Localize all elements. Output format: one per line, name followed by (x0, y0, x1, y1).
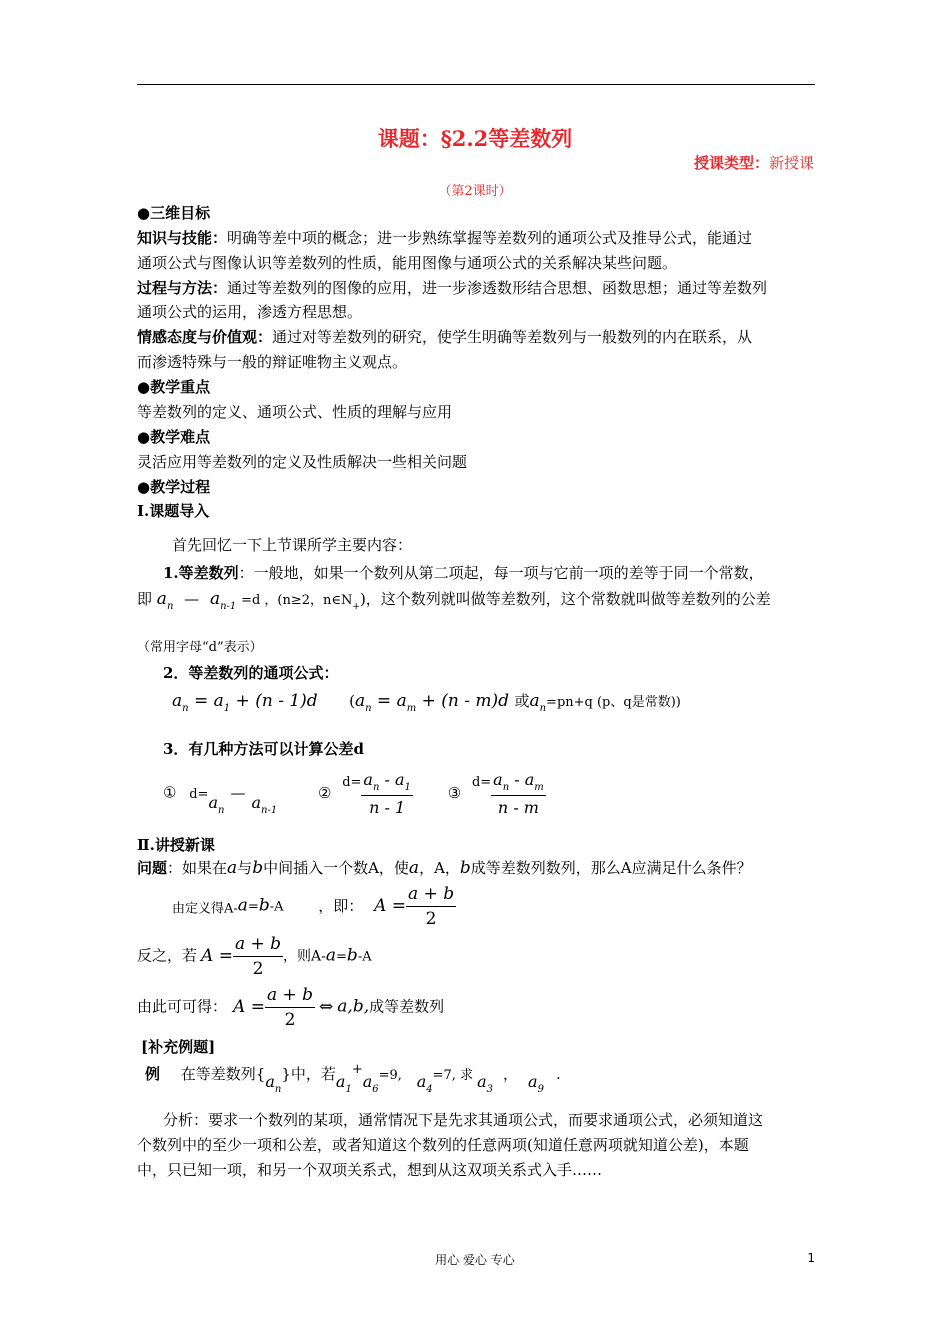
section-2-heading: Ⅱ.讲授新课 (137, 836, 215, 854)
definition-cond: =d ，(n≥2，n∈N (241, 593, 353, 608)
example-label: 例 (145, 1065, 161, 1083)
conversely-line: 反之，若 A = $\frac{a + b}{2}$ ，则A-a=b-A (137, 934, 372, 979)
question-a: ：如果在 (167, 859, 228, 877)
formula-main: $a_n = a_1 + (n - 1)d$ (172, 691, 318, 714)
hence-line: 由此可可得： A = $\frac{a + b}{2}$ ⇔ a,b,成等差数列 (137, 985, 445, 1030)
method-1-an: $a_n$ (208, 792, 225, 816)
example-b: }中，若 (281, 1065, 336, 1083)
ji-text: 即 (137, 590, 153, 608)
definition-line-1 (163, 562, 764, 583)
page-title: 课题：§2.2等差数列 (377, 126, 573, 151)
method-3-d: d= (471, 774, 492, 790)
example-line: 例 在等差数列$\{a_n\}$中，若$a_1+a_6=9$, $a_4=7$, 求 $a_3$， $a_9$. (145, 1062, 561, 1095)
example-e: ， (503, 1065, 519, 1083)
example-f: . (555, 1065, 561, 1083)
analysis-line-3: 中，只已知一项，和另一个双项关系式，想到从这双项关系式入手…… (137, 1161, 603, 1179)
example-d: =7, 求 (432, 1068, 474, 1083)
method-3-fraction: $\frac{a_n - a_m}{n - m}$ (493, 770, 544, 817)
method-1-label: ① (163, 783, 177, 802)
difficult-text: 灵活应用等差数列的定义及性质解决一些相关问题 (137, 453, 468, 471)
analysis-line-1: 分析：要求一个数列的某项，通常情况下是先求其通项公式，而要求通项公式，必须知道这 (163, 1111, 764, 1129)
question-d: ，A， (419, 859, 460, 877)
hence-text: 由此可可得： (137, 997, 228, 1016)
general-formula: $a_n = a_1 + (n - 1)d$ ($a_n = a_m + (n - m)d$ 或$a_n=pn+q$ (p、q是常数)) (172, 691, 681, 714)
attitude-text: 通过对等差数列的研究，使学生明确等差数列与一般数列的内在联系，从 (272, 328, 753, 346)
definition-line-2: 即 $a_n$ — $a_{n-1} =d$ ，(n≥2，$n\in N_+$)，这个数列就叫做等差数列，这个常数就叫做等差数列的公差 (137, 589, 771, 612)
method-2-fraction: $\frac{a_n - a_1}{n - 1}$ (363, 770, 411, 817)
process-line-2: 通项公式的运用，渗透方程思想。 (137, 303, 363, 321)
process-text: 通过等差数列的图像的应用，进一步渗透数形结合思想、函数思想；通过等差数列 (227, 279, 768, 297)
process-heading: ●教学过程 (137, 478, 211, 496)
knowledge-text: 明确等差中项的概念；进一步熟练掌握等差数列的通项公式及推导公式，能通过 (227, 229, 753, 247)
knowledge-line-2: 通项公式与图像认识等差数列的性质，能用图像与通项公式的关系解决某些问题。 (137, 254, 678, 272)
goals-heading: ●三维目标 (137, 204, 211, 222)
example-c: =9, (378, 1068, 402, 1083)
definition-tail: )，这个数列就叫做等差数列，这个常数就叫做等差数列的公差 (359, 590, 771, 608)
key-text: 等差数列的定义、通项公式、性质的理解与应用 (137, 403, 453, 421)
a-plus-b-over-2: $\frac{a + b}{2}$ (408, 884, 455, 929)
then-text: ，则A- (283, 948, 326, 965)
analysis-line-2: 个数列中的至少一项和公差，或者知道这个数列的任意两项(知道任意两项就知道公差)，本题 (137, 1136, 749, 1154)
ie-text: ，即： (318, 896, 364, 915)
by-definition-line: 由定义得A-a=b-A ，即： A = $\frac{a + b}{2}$ (172, 884, 455, 929)
methods-row: ① $d=a_n—$ $a_{n-1}$ ② d= $\frac{a_n - a_1}{n - 1}$ ③ d= $\frac{a_n - a_m}{n - m}$ (163, 770, 544, 817)
lesson-type (694, 152, 814, 173)
attitude-label: 情感态度与价值观： (137, 328, 273, 346)
formula-heading: 2．等差数列的通项公式： (163, 664, 339, 682)
question-label: 问题 (137, 859, 168, 877)
question-line: 问题：如果在a与b中间插入一个数A，使a，A，b成等差数列数列，那么A应满足什么条件？ (137, 858, 752, 878)
formula-an: $a_n$ (529, 691, 547, 714)
question-e: 成等差数列数列，那么A应满足什么条件？ (470, 859, 752, 877)
conversely-text: 反之，若 (137, 946, 198, 965)
hence-tail: 成等差数列 (369, 997, 445, 1016)
page-number: 1 (807, 1251, 815, 1265)
by-def-end: -A (269, 899, 284, 915)
plus-sub: + (352, 602, 360, 612)
lesson-type-label: 授课类型： (693, 154, 769, 172)
math-an: $a_n$ (156, 589, 174, 612)
lesson-type-value: 新授课 (768, 154, 814, 172)
formula-tail: =pn+q (p、q是常数)) (546, 695, 681, 710)
supplementary-heading: [补充例题] (141, 1038, 216, 1056)
by-def-mid: = (247, 899, 259, 915)
process-label: 过程与方法： (137, 279, 228, 297)
lesson-period: （第2课时） (438, 184, 512, 199)
formula-or: 或 (514, 692, 530, 710)
method-2-d: d= (342, 774, 362, 790)
process-line-1 (137, 277, 767, 298)
knowledge-line-1 (137, 227, 752, 248)
key-heading: ●教学重点 (137, 378, 211, 396)
method-1-an-1: $a_{n-1}$ (251, 792, 278, 816)
conversely-fraction: $\frac{a + b}{2}$ (234, 934, 282, 979)
definition-text: ：一般地，如果一个数列从第二项起，每一项与它前一项的差等于同一个常数， (238, 564, 764, 582)
math-an-1: $a_{n-1}$ (209, 589, 237, 612)
question-b: 与 (237, 859, 253, 877)
example-a: 在等差数列{ (180, 1065, 266, 1083)
attitude-line-2: 而渗透特殊与一般的辩证唯物主义观点。 (137, 353, 408, 371)
definition-line-3: （常用字母“d”表示） (137, 640, 263, 655)
attitude-line-1 (137, 326, 752, 347)
section-1-heading: Ⅰ.课题导入 (137, 502, 210, 520)
hence-fraction: $\frac{a + b}{2}$ (266, 985, 314, 1030)
method-1-d: d= (189, 786, 209, 802)
by-def-a: 由定义得A- (172, 901, 238, 917)
formula-alt: $a_n = a_m + (n - m)d$ (354, 691, 510, 714)
knowledge-label: 知识与技能： (137, 229, 228, 247)
methods-heading: 3．有几种方法可以计算公差d (163, 740, 364, 758)
header-rule (137, 84, 815, 85)
method-3-label: ③ (447, 783, 462, 802)
recall-text: 首先回忆一下上节课所学主要内容： (172, 536, 413, 554)
difficult-heading: ●教学难点 (137, 428, 211, 446)
definition-label: 1.等差数列 (163, 564, 239, 582)
question-c: 中间插入一个数A，使 (263, 859, 409, 877)
page-footer: 用心 爱心 专心 (435, 1253, 515, 1267)
method-2-label: ② (317, 783, 332, 802)
